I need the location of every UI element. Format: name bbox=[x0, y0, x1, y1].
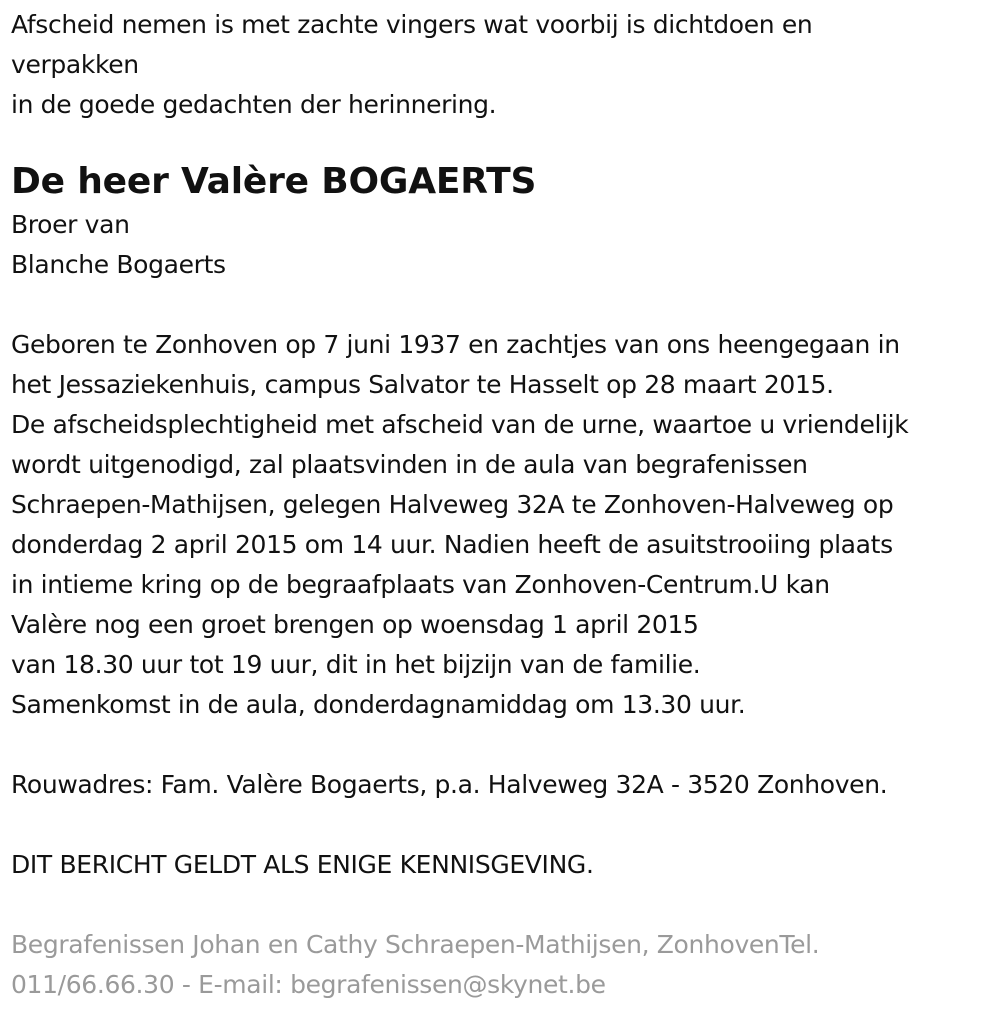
deceased-block bbox=[11, 159, 1000, 285]
spacer bbox=[11, 725, 1000, 765]
mourning-address: Rouwadres: Fam. Valère Bogaerts, p.a. Halveweg 32A - 3520 Zonhoven. bbox=[11, 770, 888, 799]
footer-contact-line: 011/66.66.30 - E-mail: begrafenissen@skynet.be bbox=[11, 970, 606, 999]
poem-block bbox=[11, 5, 1000, 125]
spacer bbox=[11, 885, 1000, 925]
announcement-line: in intieme kring op de begraafplaats van Zonhoven-Centrum.U kan bbox=[11, 570, 830, 599]
announcement-line: Schraepen-Mathijsen, gelegen Halveweg 32A te Zonhoven-Halveweg op bbox=[11, 490, 894, 519]
poem-line: verpakken bbox=[11, 50, 139, 79]
announcement-line: Samenkomst in de aula, donderdagnamiddag om 13.30 uur. bbox=[11, 690, 746, 719]
sole-notice: DIT BERICHT GELDT ALS ENIGE KENNISGEVING. bbox=[11, 850, 594, 879]
relation-line: Broer van bbox=[11, 210, 130, 239]
funeral-home-footer bbox=[11, 925, 1000, 1005]
footer-line: Begrafenissen Johan en Cathy Schraepen-Mathijsen, ZonhovenTel. bbox=[11, 930, 820, 959]
announcement-line: het Jessaziekenhuis, campus Salvator te Hasselt op 28 maart 2015. bbox=[11, 370, 834, 399]
relation-line: Blanche Bogaerts bbox=[11, 250, 226, 279]
spacer bbox=[11, 805, 1000, 845]
poem-line: in de goede gedachten der herinnering. bbox=[11, 90, 497, 119]
announcement-line: van 18.30 uur tot 19 uur, dit in het bijzijn van de familie. bbox=[11, 650, 701, 679]
poem-line: Afscheid nemen is met zachte vingers wat voorbij is dichtdoen en bbox=[11, 10, 813, 39]
announcement-line: De afscheidsplechtigheid met afscheid van de urne, waartoe u vriendelijk bbox=[11, 410, 909, 439]
announcement-line: Valère nog een groet brengen op woensdag 1 april 2015 bbox=[11, 610, 699, 639]
announcement-block bbox=[11, 325, 1000, 725]
announcement-line: donderdag 2 april 2015 om 14 uur. Nadien heeft de asuitstrooiing plaats bbox=[11, 530, 893, 559]
announcement-line: Geboren te Zonhoven op 7 juni 1937 en zachtjes van ons heengegaan in bbox=[11, 330, 900, 359]
announcement-line: wordt uitgenodigd, zal plaatsvinden in de aula van begrafenissen bbox=[11, 450, 808, 479]
spacer bbox=[11, 285, 1000, 325]
deceased-name: De heer Valère BOGAERTS bbox=[11, 161, 537, 202]
